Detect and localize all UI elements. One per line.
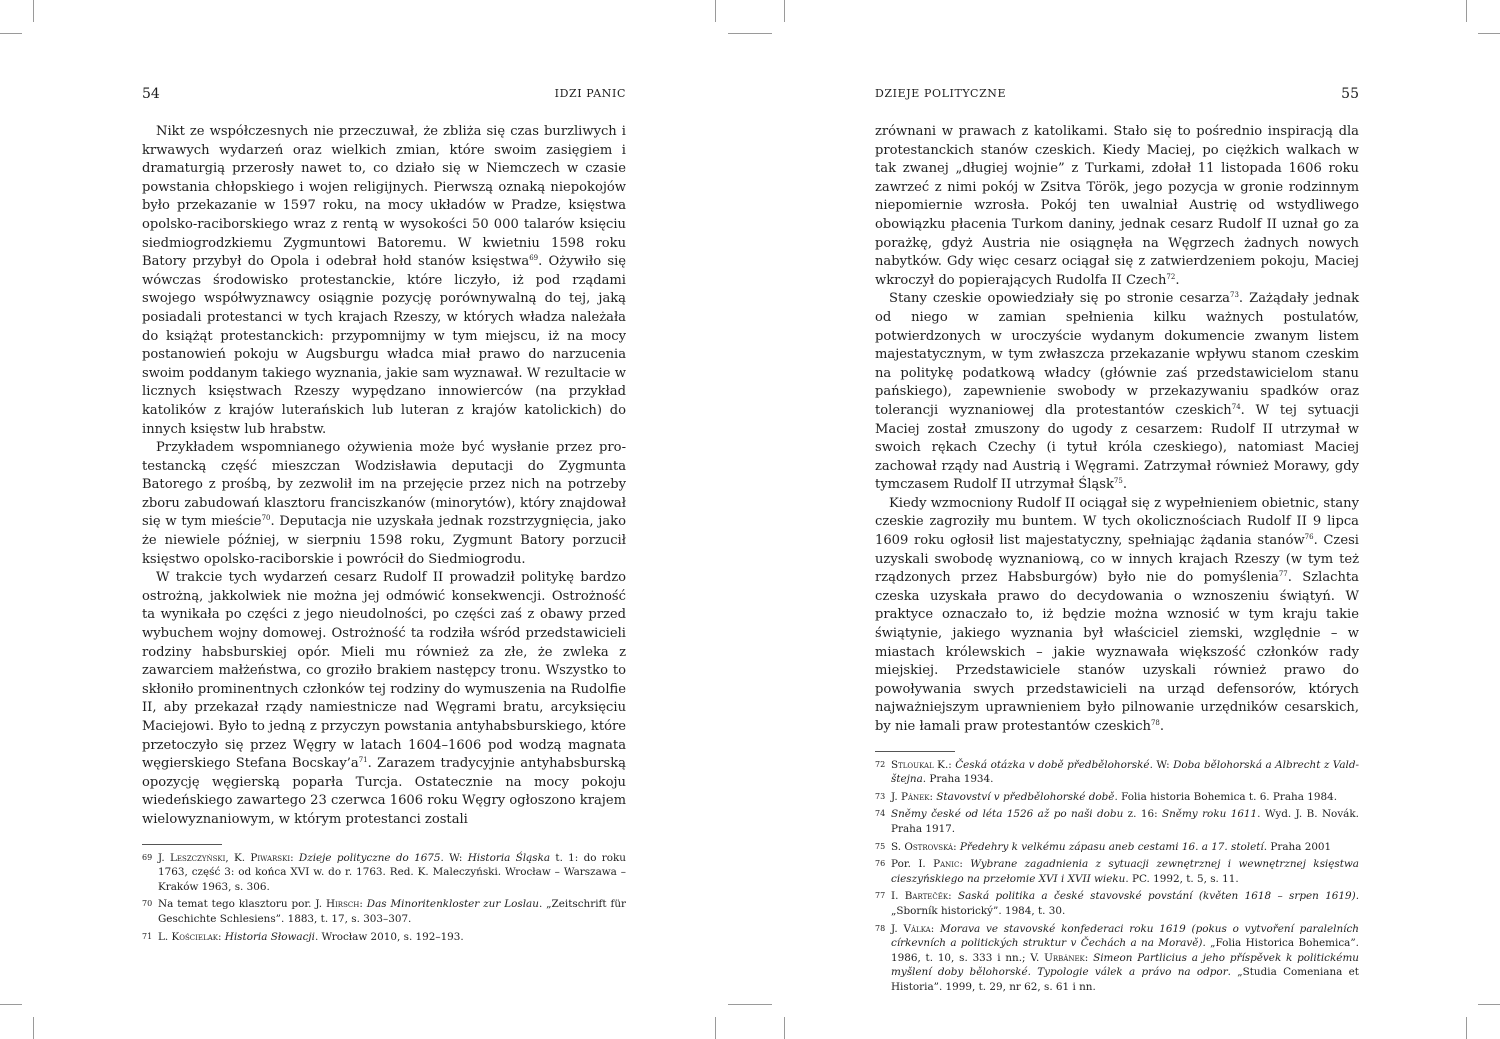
text-run: : xyxy=(959,858,971,871)
crop-mark xyxy=(1478,1004,1500,1005)
footnote xyxy=(875,922,1359,995)
running-head: DZIEJE POLITYCZNE xyxy=(875,87,1007,100)
running-header xyxy=(875,86,1359,106)
footnote-number: 71 xyxy=(142,931,153,941)
footnote-rule xyxy=(875,751,955,752)
text-run: Na temat tego klasztoru por. J. xyxy=(158,898,326,911)
italic-title: Historia Śląska xyxy=(467,851,551,864)
italic-title: Historia Słowacji xyxy=(224,930,315,943)
crop-mark xyxy=(0,1004,22,1005)
author-name: Panic xyxy=(933,858,960,871)
footnote-number: 78 xyxy=(875,923,886,933)
crop-mark xyxy=(784,1017,785,1039)
text-run: Stany czeskie opowiedziały się po stronie cesarza xyxy=(889,291,1230,307)
text-run: , K. xyxy=(225,851,251,864)
footnote xyxy=(875,790,1359,805)
text-run: . Wrocław 2010, s. 192–193. xyxy=(314,930,464,943)
footnote xyxy=(142,930,626,945)
text-run: J. xyxy=(891,790,901,803)
text-run: . „Zeitschrift für Geschichte Schlesiens”. 1883, t. 17, s. 303–307. xyxy=(158,898,626,925)
author-name: Piwarski xyxy=(250,851,291,864)
text-run: : xyxy=(929,790,937,803)
footnote-number: 75 xyxy=(875,841,886,851)
footnote xyxy=(875,857,1359,886)
text-run: . Wyd. J. B. Novák. Praha 1917. xyxy=(891,808,1359,835)
text-run: Nikt ze współczesnych nie przeczuwał, że zbliża się czas burzliwych i krwawych wydarzeń oraz wielkich zmian, które swoim zasięgiem i dramaturgią przerosły nawet to, co działo się w Niemczech w czasie powstania chłopskiego i wojen religijnych. Pierwszą oznaką niepokojów było przekazanie w 1597 roku, na mocy układów w Pradze, księstwa opolsko-raciborskiego wraz z rentą w wysokości 50 000 talarów księciu siedmiogrodzkiemu Zygmuntowi Batoremu. W kwietniu 1598 roku Batory przybył do Opola i odebrał hołd stanów księstwa xyxy=(142,124,626,270)
text-run: . W: xyxy=(440,851,468,864)
text-run: : xyxy=(930,922,941,935)
footnote-reference: 73 xyxy=(1230,291,1239,300)
italic-title: Morava ve stavovské konfederaci roku 1619 (pokus o vytvoření paralelních církevních a politických struktur v Čechách a na Moravě) xyxy=(891,922,1360,950)
paragraph xyxy=(875,495,1359,737)
footnote-number: 73 xyxy=(875,791,886,801)
page-number: 54 xyxy=(142,86,160,102)
footnote-reference: 74 xyxy=(1231,402,1241,411)
right-page xyxy=(875,86,1359,998)
crop-mark xyxy=(728,1004,772,1005)
italic-title: Dzieje polityczne do 1675 xyxy=(298,851,441,864)
paragraph xyxy=(142,439,626,569)
author-name: Leszczyński xyxy=(169,851,226,864)
footnote-reference: 70 xyxy=(261,514,271,523)
italic-title: Doba bělohorská a Albrecht z Valdštejna xyxy=(891,758,1360,786)
footnote xyxy=(142,851,626,895)
italic-title: Simeon Partlicius a jeho příspěvek k politickému myšlení doby bělohorské. Typologie válek a právo na odpor xyxy=(891,951,1359,979)
footnote-number: 70 xyxy=(142,899,153,909)
text-run: . xyxy=(1159,719,1165,734)
italic-title: Wybrane zagadnienia z sytuacji zewnętrznej i wewnętrznej księstwa cieszyńskiego na przełomie XVI i XVII wieku xyxy=(891,858,1359,885)
footnote-number: 72 xyxy=(875,759,886,769)
text-run: . „Studia Comeniana et Historia”. 1999, t. 29, nr 62, s. 61 i nn. xyxy=(891,966,1359,993)
crop-mark xyxy=(1466,0,1467,22)
author-name: Ostrovská xyxy=(904,840,954,853)
text-run: . Zażądały jednak od niego w zamian spełnienia kilku ważnych postulatów, potwierdzonych w uroczyście wydanym dokumencie zwanym listem majestatycznym, w tym zwłaszcza przekazanie wpływu stanom czeskim na politykę podatkową władcy (głównie zaś przedstawicielom stanu pańskiego), zapewnienie swobody w przekazywaniu spadków oraz tolerancji wyznaniowej dla protestantów czeskich xyxy=(875,291,1360,418)
author-name: Bartečěk xyxy=(904,890,949,903)
paragraph xyxy=(142,123,626,439)
text-run: : xyxy=(290,851,299,864)
text-run: W trakcie tych wydarzeń cesarz Rudolf II prowadził politykę bardzo ostrożną, jakkolwiek nie można jej odmówić konsekwencji. Ostrożność ta wynikała po części z jego nieudolności, po części zaś z obawy przed wybuchem wojny domowej. Ostrożność ta rodziła wśród przedstawicieli rodziny habsburskiej opór. Mieli mu również za złe, że zwleka z zawarciem małżeństwa, co groziło brakiem następcy tronu. Wszystko to skłoniło prominentnych członków tej rodziny do wymuszenia na Rudolfie II, aby przekazał rządy namiestnicze nad Węgrami bratu, arcyksięciu Maciejowi. Było to jedną z przyczyn powstania antyhabsburskiego, które przetoczyło się przez Węgry w latach 1604–1606 pod wodzą magnata węgierskiego Stefana Bocskay’a xyxy=(142,570,626,772)
crop-mark xyxy=(33,0,34,22)
footnote-number: 69 xyxy=(142,852,153,862)
italic-title: Sněmy roku 1611 xyxy=(1162,808,1258,821)
text-run: . Szlachta czeska uzyskała prawo do decydowania o wznoszeniu świątyń. W praktyce oznaczało to, iż będzie można wznosić w tym kraju takie świątynie, jakiego wyznania był właściciel ziemski, względnie – w miastach królewskich – jakie wyznawała większość członków rady miejskiej. Przedstawiciele stanów uzyskali również prawo do powoływania swych przedstawicieli na urząd defensorów, których najważniejszym uprawnieniem było pilnowanie urzędników cesarskich, by nie łamali praw protestantów czeskich xyxy=(875,570,1359,734)
text-run: . PC. 1992, t. 5, s. 11. xyxy=(1125,872,1239,885)
italic-title: Předehry k velkému zápasu aneb cestami 16. a 17. století xyxy=(959,840,1264,853)
text-run: J. xyxy=(158,851,170,864)
footnote-reference: 75 xyxy=(1113,477,1123,486)
paragraph xyxy=(142,569,626,829)
italic-title: Česká otázka v době předbělohorské xyxy=(955,758,1150,771)
italic-title: Stavovství v předbělohorské době xyxy=(936,790,1115,803)
text-run: . Deputacja nie uzyskała jednak rozstrzygnięcia, jako że niewiele później, w sierpniu 1598 roku, Zygmunt Batory porzucił księstwo opolsko-raciborskie i powrócił do Siedmiogrodu. xyxy=(142,514,626,567)
text-run: . W tej sytuacji Maciej został zmuszony do ugody z cesarzem: Rudolf II utrzymał w swoich rękach Czechy (i tytuł króla czeskiego), natomiast Maciej zachował rządy nad Austrią i Węgrami. Zatrzymał również Morawy, gdy tymczasem Rudolf II utrzymał Śląsk xyxy=(875,402,1359,493)
paragraph xyxy=(875,290,1359,495)
text-run: t. 1: do roku 1763, część 3: od końca XVI w. do r. 1763. Red. K. Maleczyński. Wrocław – Warszawa – Kraków 1963, s. 306. xyxy=(158,851,627,893)
footnotes xyxy=(142,851,626,945)
author-name: Stloukal xyxy=(891,758,934,771)
text-run: . Praha 2001 xyxy=(1263,840,1332,853)
author-name: Hirsch xyxy=(325,898,360,911)
text-run: K.: xyxy=(933,758,956,771)
crop-mark xyxy=(715,0,716,22)
footnote-number: 77 xyxy=(875,891,886,901)
text-run: : xyxy=(953,840,960,853)
footnote-rule xyxy=(142,844,222,845)
running-header xyxy=(142,86,626,106)
crop-mark xyxy=(33,1017,34,1039)
footnotes xyxy=(875,758,1359,995)
footnote-reference: 71 xyxy=(358,756,368,765)
paragraph xyxy=(875,123,1359,290)
text-run: S. xyxy=(891,840,905,853)
body-text xyxy=(142,123,626,830)
italic-title: Sněmy české od léta 1526 až po naši dobu xyxy=(891,808,1124,821)
text-run: . Praha 1934. xyxy=(922,773,994,786)
footnote xyxy=(875,807,1359,836)
text-run: L. xyxy=(158,930,172,943)
text-run: . „Folia Historica Bohemica”. 1986, t. 10, s. 333 i nn.; V. xyxy=(891,937,1359,964)
text-run: z. 16: xyxy=(1123,808,1162,821)
footnote-number: 74 xyxy=(875,809,886,819)
author-name: Pánek xyxy=(900,790,930,803)
footnote-reference: 72 xyxy=(1166,272,1176,281)
text-run: . Folia historia Bohemica t. 6. Praha 1984. xyxy=(1114,790,1337,803)
footnote-reference: 76 xyxy=(1304,533,1314,542)
text-run: . xyxy=(1122,477,1128,493)
running-head: IDZI PANIC xyxy=(554,87,626,100)
page-number: 55 xyxy=(1341,86,1359,102)
left-page xyxy=(142,86,626,947)
text-run: . xyxy=(1175,272,1180,288)
text-run: . „Sborník historický”. 1984, t. 30. xyxy=(891,890,1360,917)
italic-title: Das Minoritenkloster zur Loslau xyxy=(366,898,539,911)
text-run: : xyxy=(359,898,367,911)
text-run: zrównani w prawach z katolikami. Stało się to pośrednio inspiracją dla protestanckich stanów czeskich. Kiedy Maciej, po ciężkich walkach w tak zwanej „długiej wojnie” z Turkami, zdołał 11 listopada 1606 roku zawrzeć z nimi pokój w Zsitva Török, jego pozycja w gronie rodzinnym niepomiernie wzrosła. Pokój ten uwalniał Austrię od wstydliwego obowiązku płacenia Turkom daniny, jednak cesarz Rudolf II uznał go za porażkę, gdyż Austria nie osiągnęła na Węgrzech żadnych nowych nabytków. Gdy więc cesarz ociągał się z zatwierdzeniem pokoju, Maciej wkroczył do popierających Rudolfa II Czech xyxy=(875,124,1359,288)
text-run: : xyxy=(1084,951,1094,964)
footnote-number: 76 xyxy=(875,859,886,869)
crop-mark xyxy=(1478,33,1500,34)
footnote-reference: 77 xyxy=(1278,570,1288,579)
crop-mark xyxy=(0,33,22,34)
italic-title: Saská politika a české stavovské povstání (květen 1618 – srpen 1619) xyxy=(958,890,1356,903)
text-run: I. xyxy=(891,890,905,903)
crop-mark xyxy=(728,33,772,34)
text-run: . W: xyxy=(1149,758,1174,771)
body-text xyxy=(875,123,1359,737)
author-name: Urbánek xyxy=(1044,951,1085,964)
footnote xyxy=(875,840,1359,855)
text-run: . Zarazem tradycyjnie antyhabsburską opozycję węgierską poparła Turcja. Ostatecznie na mocy pokoju wiedeńskiego zawartego 23 czerwca 1606 roku Węgry ogłoszono krajem wielowyznaniowym, w którym protestanci zostali xyxy=(142,756,626,827)
text-run: Por. I. xyxy=(891,858,934,871)
footnote xyxy=(875,889,1359,918)
footnote xyxy=(875,758,1359,787)
text-run: : xyxy=(948,890,958,903)
crop-mark xyxy=(784,0,785,22)
text-run: Kiedy wzmocniony Rudolf II ociągał się z wypełnieniem obietnic, stany czeskie zagroziły mu buntem. W tych okolicznościach Rudolf II 9 lipca 1609 roku ogłosił list majestatyczny, spełniając żądania stanów xyxy=(875,495,1359,549)
footnote xyxy=(142,897,626,926)
text-run: . Ożywiło się wówczas środowisko protestanckie, które liczyło, iż pod rządami swojego współwyznawcy osiągnie pozycję porównywalną do tej, jaką posiadali protestanci w tych krajach Rzeszy, w których władza należała do książąt protestanckich: przypomnijmy w tym miejscu, iż na mocy postanowień pokoju w Augsburgu władca miał prawo do narzucenia swoim poddanym takiego wyznania, jakie sam wyznawał. W rezultacie w licznych księstwach Rzeszy wypędzano innowierców (na przykład katolików z krajów luterańskich lub luteran z krajów katolickich) do innych księstw lub hrabstw. xyxy=(142,254,626,437)
text-run: Przykładem wspomnianego ożywienia może być wysłanie przez protestancką część mieszczan Wodzisławia deputacji do Zygmunta Batorego z prośbą, by zezwolił im na przejęcie przez nich na potrzeby zboru zabudowań klasztoru franciszkanów (minorytów), który znajdował się w tym mieście xyxy=(142,440,626,530)
footnote-reference: 78 xyxy=(1150,719,1160,727)
author-name: Kościelak xyxy=(171,930,218,943)
crop-mark xyxy=(1466,1017,1467,1039)
text-run: . Czesi uzyskali swobodę wyznaniową, co w innych krajach Rzeszy (w tym też rządzonych przez Habsburgów) było nie do pomyślenia xyxy=(875,533,1359,586)
text-run: : xyxy=(217,930,225,943)
text-run: J. xyxy=(891,922,904,935)
crop-mark xyxy=(715,1017,716,1039)
footnote-reference: 69 xyxy=(529,254,539,263)
author-name: Válka xyxy=(903,922,931,935)
